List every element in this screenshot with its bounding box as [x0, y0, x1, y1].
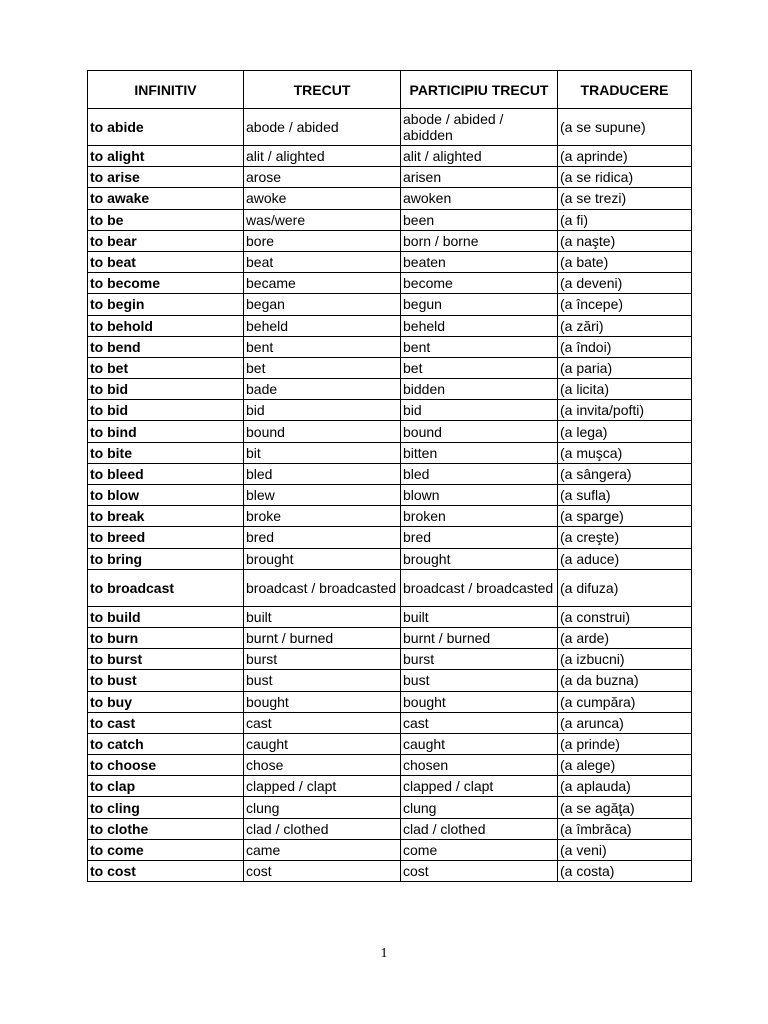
cell-infinitive: to break — [88, 506, 244, 527]
cell-past-participle: built — [401, 606, 558, 627]
table-row — [88, 294, 692, 315]
cell-translation: (a bate) — [558, 251, 692, 272]
header-traducere: TRADUCERE — [558, 71, 692, 109]
table-row — [88, 755, 692, 776]
cell-past: bore — [244, 230, 401, 251]
cell-infinitive: to bet — [88, 357, 244, 378]
cell-infinitive: to breed — [88, 527, 244, 548]
table-row — [88, 188, 692, 209]
cell-past-participle: clung — [401, 797, 558, 818]
cell-translation: (a îndoi) — [558, 336, 692, 357]
table-body — [88, 109, 692, 882]
cell-past: burnt / burned — [244, 627, 401, 648]
cell-past: bought — [244, 691, 401, 712]
table-row — [88, 357, 692, 378]
cell-past-participle: alit / alighted — [401, 146, 558, 167]
cell-past-participle: bet — [401, 357, 558, 378]
cell-past: awoke — [244, 188, 401, 209]
cell-past-participle: bitten — [401, 442, 558, 463]
cell-past-participle: awoken — [401, 188, 558, 209]
cell-past: bent — [244, 336, 401, 357]
cell-translation: (a începe) — [558, 294, 692, 315]
table-row — [88, 733, 692, 754]
cell-translation: (a sângera) — [558, 463, 692, 484]
header-infinitiv: INFINITIV — [88, 71, 244, 109]
cell-past-participle: caught — [401, 733, 558, 754]
cell-past: alit / alighted — [244, 146, 401, 167]
cell-translation: (a prinde) — [558, 733, 692, 754]
cell-past-participle: bust — [401, 670, 558, 691]
table-row — [88, 273, 692, 294]
table-row — [88, 691, 692, 712]
cell-translation: (a licita) — [558, 379, 692, 400]
table-row — [88, 649, 692, 670]
cell-past: clapped / clapt — [244, 776, 401, 797]
cell-past-participle: clapped / clapt — [401, 776, 558, 797]
cell-past: brought — [244, 548, 401, 569]
cell-past: cast — [244, 712, 401, 733]
header-participiu-trecut: PARTICIPIU TRECUT — [401, 71, 558, 109]
cell-infinitive: to awake — [88, 188, 244, 209]
header-trecut: TRECUT — [244, 71, 401, 109]
table-row — [88, 400, 692, 421]
table-row — [88, 776, 692, 797]
cell-past: broadcast / broadcasted — [244, 569, 401, 606]
cell-past-participle: been — [401, 209, 558, 230]
cell-infinitive: to bid — [88, 379, 244, 400]
cell-translation: (a îmbrăca) — [558, 818, 692, 839]
table-row — [88, 712, 692, 733]
cell-translation: (a sparge) — [558, 506, 692, 527]
table-row — [88, 839, 692, 860]
cell-infinitive: to bring — [88, 548, 244, 569]
cell-past-participle: broken — [401, 506, 558, 527]
cell-translation: (a cumpăra) — [558, 691, 692, 712]
cell-translation: (a alege) — [558, 755, 692, 776]
cell-past-participle: bled — [401, 463, 558, 484]
cell-past-participle: clad / clothed — [401, 818, 558, 839]
cell-past-participle: broadcast / broadcasted — [401, 569, 558, 606]
cell-infinitive: to become — [88, 273, 244, 294]
cell-past-participle: cast — [401, 712, 558, 733]
cell-infinitive: to broadcast — [88, 569, 244, 606]
cell-past: beat — [244, 251, 401, 272]
cell-past-participle: bent — [401, 336, 558, 357]
cell-infinitive: to clap — [88, 776, 244, 797]
cell-past: caught — [244, 733, 401, 754]
table-row — [88, 506, 692, 527]
cell-past-participle: bid — [401, 400, 558, 421]
cell-past: bred — [244, 527, 401, 548]
cell-infinitive: to bear — [88, 230, 244, 251]
cell-infinitive: to catch — [88, 733, 244, 754]
table-row — [88, 442, 692, 463]
cell-past-participle: burnt / burned — [401, 627, 558, 648]
cell-translation: (a arde) — [558, 627, 692, 648]
cell-past-participle: beaten — [401, 251, 558, 272]
table-row — [88, 485, 692, 506]
cell-translation: (a costa) — [558, 861, 692, 882]
cell-past-participle: arisen — [401, 167, 558, 188]
cell-past: cost — [244, 861, 401, 882]
cell-translation: (a fi) — [558, 209, 692, 230]
table-row — [88, 336, 692, 357]
cell-past: clung — [244, 797, 401, 818]
table-row — [88, 167, 692, 188]
cell-translation: (a arunca) — [558, 712, 692, 733]
cell-infinitive: to beat — [88, 251, 244, 272]
cell-infinitive: to burst — [88, 649, 244, 670]
cell-translation: (a se ridica) — [558, 167, 692, 188]
cell-past: beheld — [244, 315, 401, 336]
cell-past: built — [244, 606, 401, 627]
cell-past: bound — [244, 421, 401, 442]
table-row — [88, 315, 692, 336]
cell-infinitive: to build — [88, 606, 244, 627]
cell-past-participle: bidden — [401, 379, 558, 400]
cell-translation: (a invita/pofti) — [558, 400, 692, 421]
table-row — [88, 627, 692, 648]
cell-translation: (a paria) — [558, 357, 692, 378]
cell-past-participle: blown — [401, 485, 558, 506]
cell-infinitive: to behold — [88, 315, 244, 336]
cell-infinitive: to cast — [88, 712, 244, 733]
cell-infinitive: to buy — [88, 691, 244, 712]
table-row — [88, 251, 692, 272]
cell-infinitive: to bleed — [88, 463, 244, 484]
table-row — [88, 421, 692, 442]
cell-past: bled — [244, 463, 401, 484]
cell-past-participle: cost — [401, 861, 558, 882]
cell-infinitive: to cling — [88, 797, 244, 818]
cell-past: bust — [244, 670, 401, 691]
cell-translation: (a aplauda) — [558, 776, 692, 797]
cell-past-participle: beheld — [401, 315, 558, 336]
cell-past-participle: bred — [401, 527, 558, 548]
cell-past-participle: born / borne — [401, 230, 558, 251]
cell-infinitive: to bind — [88, 421, 244, 442]
cell-past-participle: burst — [401, 649, 558, 670]
table-row — [88, 209, 692, 230]
cell-past: abode / abided — [244, 109, 401, 146]
cell-translation: (a sufla) — [558, 485, 692, 506]
table-row — [88, 670, 692, 691]
table-row — [88, 861, 692, 882]
table-row — [88, 569, 692, 606]
irregular-verbs-table — [87, 70, 692, 882]
cell-past: broke — [244, 506, 401, 527]
cell-past-participle: chosen — [401, 755, 558, 776]
table-row — [88, 109, 692, 146]
cell-past: bade — [244, 379, 401, 400]
cell-past: blew — [244, 485, 401, 506]
cell-past: became — [244, 273, 401, 294]
cell-infinitive: to begin — [88, 294, 244, 315]
table-row — [88, 797, 692, 818]
cell-infinitive: to clothe — [88, 818, 244, 839]
table-header-row — [88, 71, 692, 109]
cell-infinitive: to bid — [88, 400, 244, 421]
cell-past-participle: begun — [401, 294, 558, 315]
cell-translation: (a izbucni) — [558, 649, 692, 670]
cell-translation: (a se trezi) — [558, 188, 692, 209]
cell-translation: (a aprinde) — [558, 146, 692, 167]
cell-translation: (a zări) — [558, 315, 692, 336]
cell-infinitive: to cost — [88, 861, 244, 882]
cell-infinitive: to bend — [88, 336, 244, 357]
cell-past-participle: brought — [401, 548, 558, 569]
cell-translation: (a da buzna) — [558, 670, 692, 691]
table-row — [88, 146, 692, 167]
cell-infinitive: to come — [88, 839, 244, 860]
cell-past-participle: abode / abided / abidden — [401, 109, 558, 146]
cell-translation: (a aduce) — [558, 548, 692, 569]
cell-past-participle: bought — [401, 691, 558, 712]
cell-past-participle: become — [401, 273, 558, 294]
cell-infinitive: to burn — [88, 627, 244, 648]
cell-translation: (a se agăţa) — [558, 797, 692, 818]
cell-infinitive: to blow — [88, 485, 244, 506]
table-row — [88, 818, 692, 839]
table-row — [88, 548, 692, 569]
table-row — [88, 606, 692, 627]
table-row — [88, 527, 692, 548]
cell-translation: (a construi) — [558, 606, 692, 627]
cell-translation: (a lega) — [558, 421, 692, 442]
cell-past: bid — [244, 400, 401, 421]
cell-past: chose — [244, 755, 401, 776]
table-row — [88, 463, 692, 484]
cell-translation: (a veni) — [558, 839, 692, 860]
cell-translation: (a difuza) — [558, 569, 692, 606]
cell-infinitive: to choose — [88, 755, 244, 776]
cell-translation: (a muşca) — [558, 442, 692, 463]
cell-past: arose — [244, 167, 401, 188]
cell-translation: (a se supune) — [558, 109, 692, 146]
page-number: 1 — [380, 946, 388, 961]
cell-infinitive: to arise — [88, 167, 244, 188]
cell-past: came — [244, 839, 401, 860]
table-row — [88, 379, 692, 400]
table-row — [88, 230, 692, 251]
cell-infinitive: to bust — [88, 670, 244, 691]
cell-past: was/were — [244, 209, 401, 230]
cell-past: burst — [244, 649, 401, 670]
cell-past-participle: come — [401, 839, 558, 860]
cell-translation: (a naşte) — [558, 230, 692, 251]
cell-infinitive: to abide — [88, 109, 244, 146]
cell-past: began — [244, 294, 401, 315]
cell-past-participle: bound — [401, 421, 558, 442]
cell-past: bet — [244, 357, 401, 378]
cell-past: bit — [244, 442, 401, 463]
cell-past: clad / clothed — [244, 818, 401, 839]
cell-infinitive: to alight — [88, 146, 244, 167]
cell-infinitive: to bite — [88, 442, 244, 463]
cell-translation: (a deveni) — [558, 273, 692, 294]
cell-translation: (a creşte) — [558, 527, 692, 548]
cell-infinitive: to be — [88, 209, 244, 230]
